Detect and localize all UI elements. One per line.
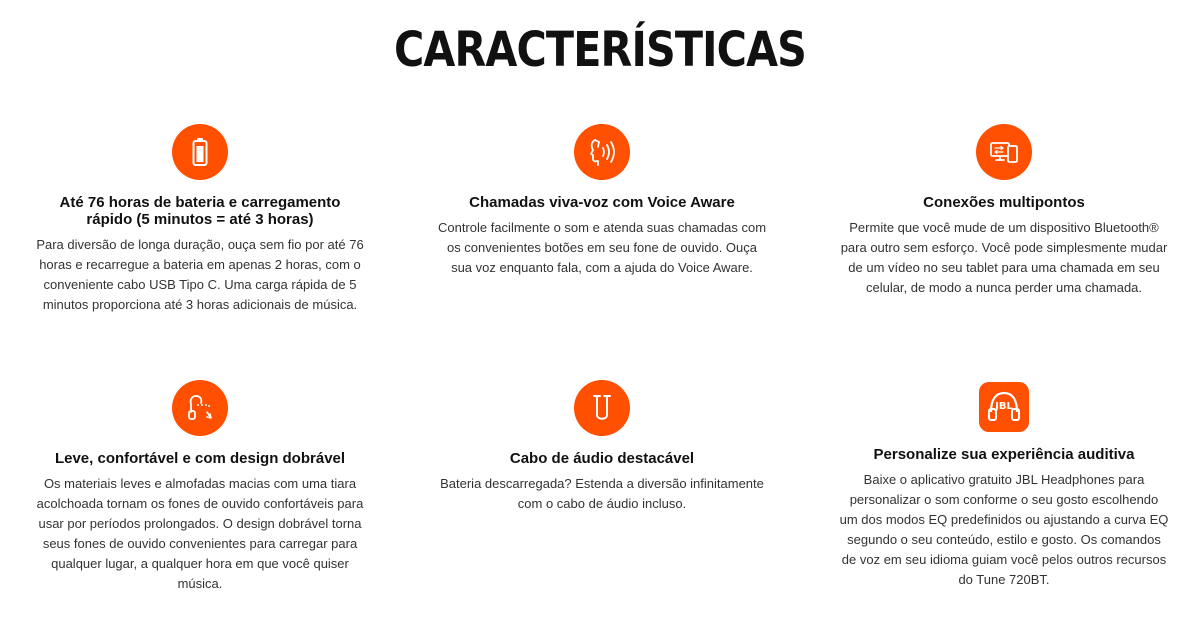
feature-title: Chamadas viva-voz com Voice Aware — [469, 194, 735, 211]
feature-title: Conexões multipontos — [923, 194, 1085, 211]
feature-description: Baixe o aplicativo gratuito JBL Headphones para personalizar o som conforme o seu gosto escolhendo um dos modos EQ predefinidos ou ajustando a curva EQ segundo o seu conteúdo, estilo e gosto. Os comandos de voz em seu idioma guiam você pelos outros recursos do Tune 720BT. — [839, 472, 1169, 587]
feature-title: Personalize sua experiência auditiva — [873, 446, 1135, 463]
page-title: CARACTERÍSTICAS — [393, 22, 807, 78]
feature-description: Os materiais leves e almofadas macias com uma tiara acolchoada tornam os fones de ouvido confortáveis para usar por períodos prolongados. O design dobrável torna seus fones de ouvido convenientes para carregar para qualquer lugar, a qualquer hora em que você quiser música. — [36, 476, 364, 591]
feature-voice-aware — [437, 124, 767, 278]
feature-description: Para diversão de longa duração, ouça sem fio por até 76 horas e recarregue a bateria em apenas 2 horas, com o conveniente cabo USB Tipo C. Uma carga rápida de 5 minutos proporciona até 3 horas adicionais de música. — [36, 237, 364, 312]
feature-description: Controle facilmente o som e atenda suas chamadas com os convenientes botões em seu fone de ouvido. Ouça sua voz enquanto fala, com a ajuda do Voice Aware. — [437, 220, 767, 275]
feature-app — [839, 382, 1169, 590]
audio-cable-icon — [574, 380, 630, 436]
jbl-logo-text: JBL — [995, 401, 1013, 412]
feature-title: Cabo de áudio destacável — [509, 450, 695, 467]
feature-battery — [35, 124, 365, 315]
foldable-headphones-icon — [172, 380, 228, 436]
feature-foldable — [35, 380, 365, 594]
feature-title: Leve, confortável e com design dobrável — [54, 450, 346, 467]
battery-icon — [172, 124, 228, 180]
multipoint-devices-icon — [976, 124, 1032, 180]
feature-audio-cable — [437, 380, 767, 514]
voice-aware-icon — [574, 124, 630, 180]
feature-description: Bateria descarregada? Estenda a diversão infinitamente com o cabo de áudio incluso. — [440, 476, 764, 511]
feature-description: Permite que você mude de um dispositivo Bluetooth® para outro sem esforço. Você pode simplesmente mudar de um vídeo no seu tablet para uma chamada em seu celular, de modo a nunca perder uma chamada. — [840, 220, 1168, 295]
jbl-headphones-app-icon — [979, 382, 1029, 432]
feature-title: Até 76 horas de bateria e carregamento rápido (5 minutos = até 3 horas) — [59, 194, 341, 228]
feature-multipoint — [839, 124, 1169, 298]
